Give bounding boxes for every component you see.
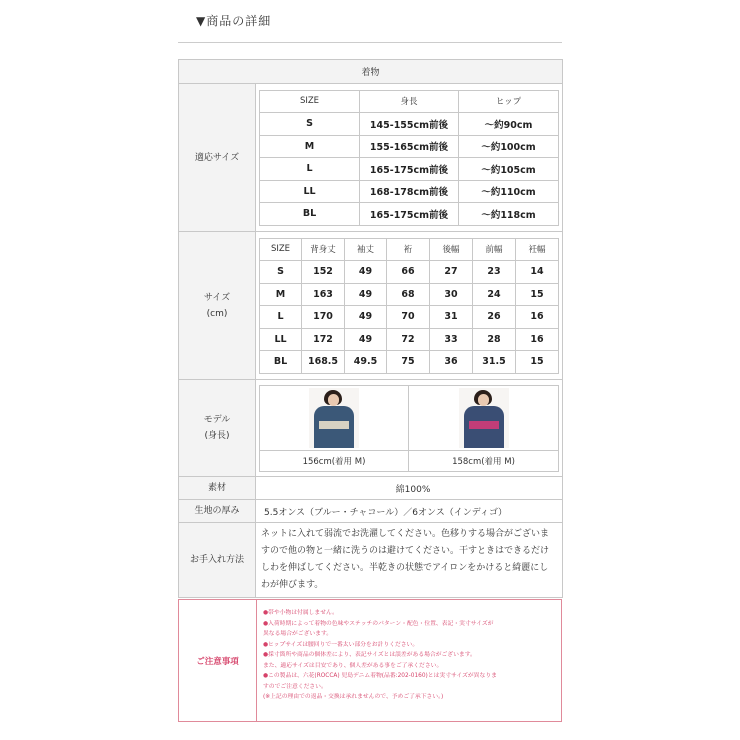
measure-label-cell xyxy=(179,232,256,380)
measure-cell: 75 xyxy=(387,351,430,374)
measure-cell: 28 xyxy=(473,328,516,351)
measure-cell: 49 xyxy=(345,261,387,284)
fit-row-ll xyxy=(260,180,559,203)
measure-col: 後幅 xyxy=(430,238,473,261)
measure-cell: 163 xyxy=(302,283,345,306)
measure-cell: 152 xyxy=(302,261,345,284)
notice-item: ●採寸箇所や商品の個体差により、表記サイズとは誤差がある場合がございます。 xyxy=(263,652,476,658)
measure-row-s xyxy=(260,261,559,284)
fit-cell: ～約105cm xyxy=(459,158,559,181)
fit-row-s xyxy=(260,113,559,136)
fit-cell: ～約118cm xyxy=(459,203,559,226)
notice-item: ●帯や小物は付属しません。 xyxy=(263,610,338,616)
fit-table xyxy=(259,90,559,226)
measure-cell: 14 xyxy=(516,261,559,284)
measure-cell: BL xyxy=(260,351,302,374)
care-label: お手入れ方法 xyxy=(179,523,256,598)
fit-label: 適応サイズ xyxy=(179,84,256,232)
obi-shape xyxy=(469,421,499,429)
measure-cell: 26 xyxy=(473,306,516,329)
fit-cell: S xyxy=(260,113,360,136)
fit-row-bl xyxy=(260,203,559,226)
model-caption-1: 156cm(着用 M) xyxy=(260,450,409,471)
measure-cell: 36 xyxy=(430,351,473,374)
spec-table xyxy=(178,59,563,598)
fit-col-height: 身長 xyxy=(360,90,459,113)
measure-cell: 168.5 xyxy=(302,351,345,374)
model-photo-2 xyxy=(459,388,509,448)
measure-col: SIZE xyxy=(260,238,302,261)
measure-col: 前幅 xyxy=(473,238,516,261)
measure-cell: 31 xyxy=(430,306,473,329)
fit-cell: ～約100cm xyxy=(459,135,559,158)
measure-cell: 172 xyxy=(302,328,345,351)
title-divider xyxy=(178,42,562,43)
notice-item: ●入荷時期によって着物の色味やステッチのパターン・配色・位置、表記・実寸サイズが 異なる場合がございます。 xyxy=(263,620,494,637)
fit-cell: LL xyxy=(260,180,360,203)
measure-cell: 49.5 xyxy=(345,351,387,374)
measure-cell: 33 xyxy=(430,328,473,351)
measure-unit: (cm) xyxy=(206,308,228,319)
model-label: モデル xyxy=(203,415,231,425)
measure-cell: S xyxy=(260,261,302,284)
notice-label: ご注意事項 xyxy=(179,600,257,721)
spec-header: 着物 xyxy=(179,60,563,84)
model-sublabel: (身長) xyxy=(204,431,230,441)
measure-col: 裄 xyxy=(387,238,430,261)
model-label-cell xyxy=(179,380,256,477)
measure-table xyxy=(259,238,559,374)
measure-label: サイズ xyxy=(203,292,231,303)
fit-cell: L xyxy=(260,158,360,181)
measure-row-bl xyxy=(260,351,559,374)
model-photo-cell xyxy=(260,385,409,450)
notice-list xyxy=(263,608,555,703)
thickness-value: 5.5オンス（ブルー・チャコール）／6オンス（インディゴ） xyxy=(256,500,563,523)
notice-item: ●ヒップサイズは腰回りで一番太い部分をお計りください。 xyxy=(263,641,419,648)
fit-cell: ～約90cm xyxy=(459,113,559,136)
fit-cell: 155-165cm前後 xyxy=(360,135,459,158)
notice-item: ●この製品は、六花(ROCCA) 児島デニム着物(品番:202-0160)とは実寸サイズが異なりま すのでご注意ください。 xyxy=(263,673,497,690)
fit-cell: 168-178cm前後 xyxy=(360,180,459,203)
fit-col-hip: ヒップ xyxy=(459,90,559,113)
fit-cell: 145-155cm前後 xyxy=(360,113,459,136)
material-label: 素材 xyxy=(179,477,256,500)
obi-shape xyxy=(319,421,349,429)
measure-row-m xyxy=(260,283,559,306)
measure-cell: 16 xyxy=(516,306,559,329)
measure-cell: 70 xyxy=(387,306,430,329)
fit-cell: 165-175cm前後 xyxy=(360,158,459,181)
measure-cell: 27 xyxy=(430,261,473,284)
face-shape xyxy=(478,394,489,406)
section-title: ▼商品の詳細 xyxy=(196,14,272,28)
fit-col-size: SIZE xyxy=(260,90,360,113)
notice-item: (※上記の理由での返品・交換は承れませんので、予めご了承下さい。) xyxy=(263,694,444,700)
fit-cell: M xyxy=(260,135,360,158)
measure-cell: 170 xyxy=(302,306,345,329)
measure-row-ll xyxy=(260,328,559,351)
measure-cell: 49 xyxy=(345,328,387,351)
fit-row-m xyxy=(260,135,559,158)
fit-cell: BL xyxy=(260,203,360,226)
measure-cell: 15 xyxy=(516,351,559,374)
notice-item: また、適応サイズは目安であり、個人差がある事をご了承ください。 xyxy=(263,662,443,669)
measure-cell: 15 xyxy=(516,283,559,306)
thickness-label: 生地の厚み xyxy=(179,500,256,523)
measure-col: 衽幅 xyxy=(516,238,559,261)
face-shape xyxy=(328,394,339,406)
measure-cell: M xyxy=(260,283,302,306)
model-caption-2: 158cm(着用 M) xyxy=(409,450,559,471)
fit-cell: ～約110cm xyxy=(459,180,559,203)
measure-cell: 23 xyxy=(473,261,516,284)
measure-cell: 68 xyxy=(387,283,430,306)
measure-cell: 31.5 xyxy=(473,351,516,374)
measure-cell: LL xyxy=(260,328,302,351)
measure-col: 背身丈 xyxy=(302,238,345,261)
fit-cell: 165-175cm前後 xyxy=(360,203,459,226)
measure-col: 袖丈 xyxy=(345,238,387,261)
measure-cell: 16 xyxy=(516,328,559,351)
measure-cell: 49 xyxy=(345,283,387,306)
care-value: ネットに入れて弱流でお洗濯してください。色移りする場合がございますので他の物と一緒に洗うのは避けてください。干すときはできるだけしわを伸ばしてください。半乾きの状態でアイロンをかけると綺麗にしわが伸びます。 xyxy=(256,523,563,598)
model-photo-cell xyxy=(409,385,559,450)
measure-cell: 72 xyxy=(387,328,430,351)
measure-cell: 24 xyxy=(473,283,516,306)
measure-cell: L xyxy=(260,306,302,329)
model-table xyxy=(259,385,559,472)
model-photo-1 xyxy=(309,388,359,448)
measure-row-l xyxy=(260,306,559,329)
measure-cell: 30 xyxy=(430,283,473,306)
measure-cell: 49 xyxy=(345,306,387,329)
measure-cell: 66 xyxy=(387,261,430,284)
material-value: 綿100% xyxy=(256,477,563,500)
fit-row-l xyxy=(260,158,559,181)
notice-box xyxy=(178,599,562,722)
